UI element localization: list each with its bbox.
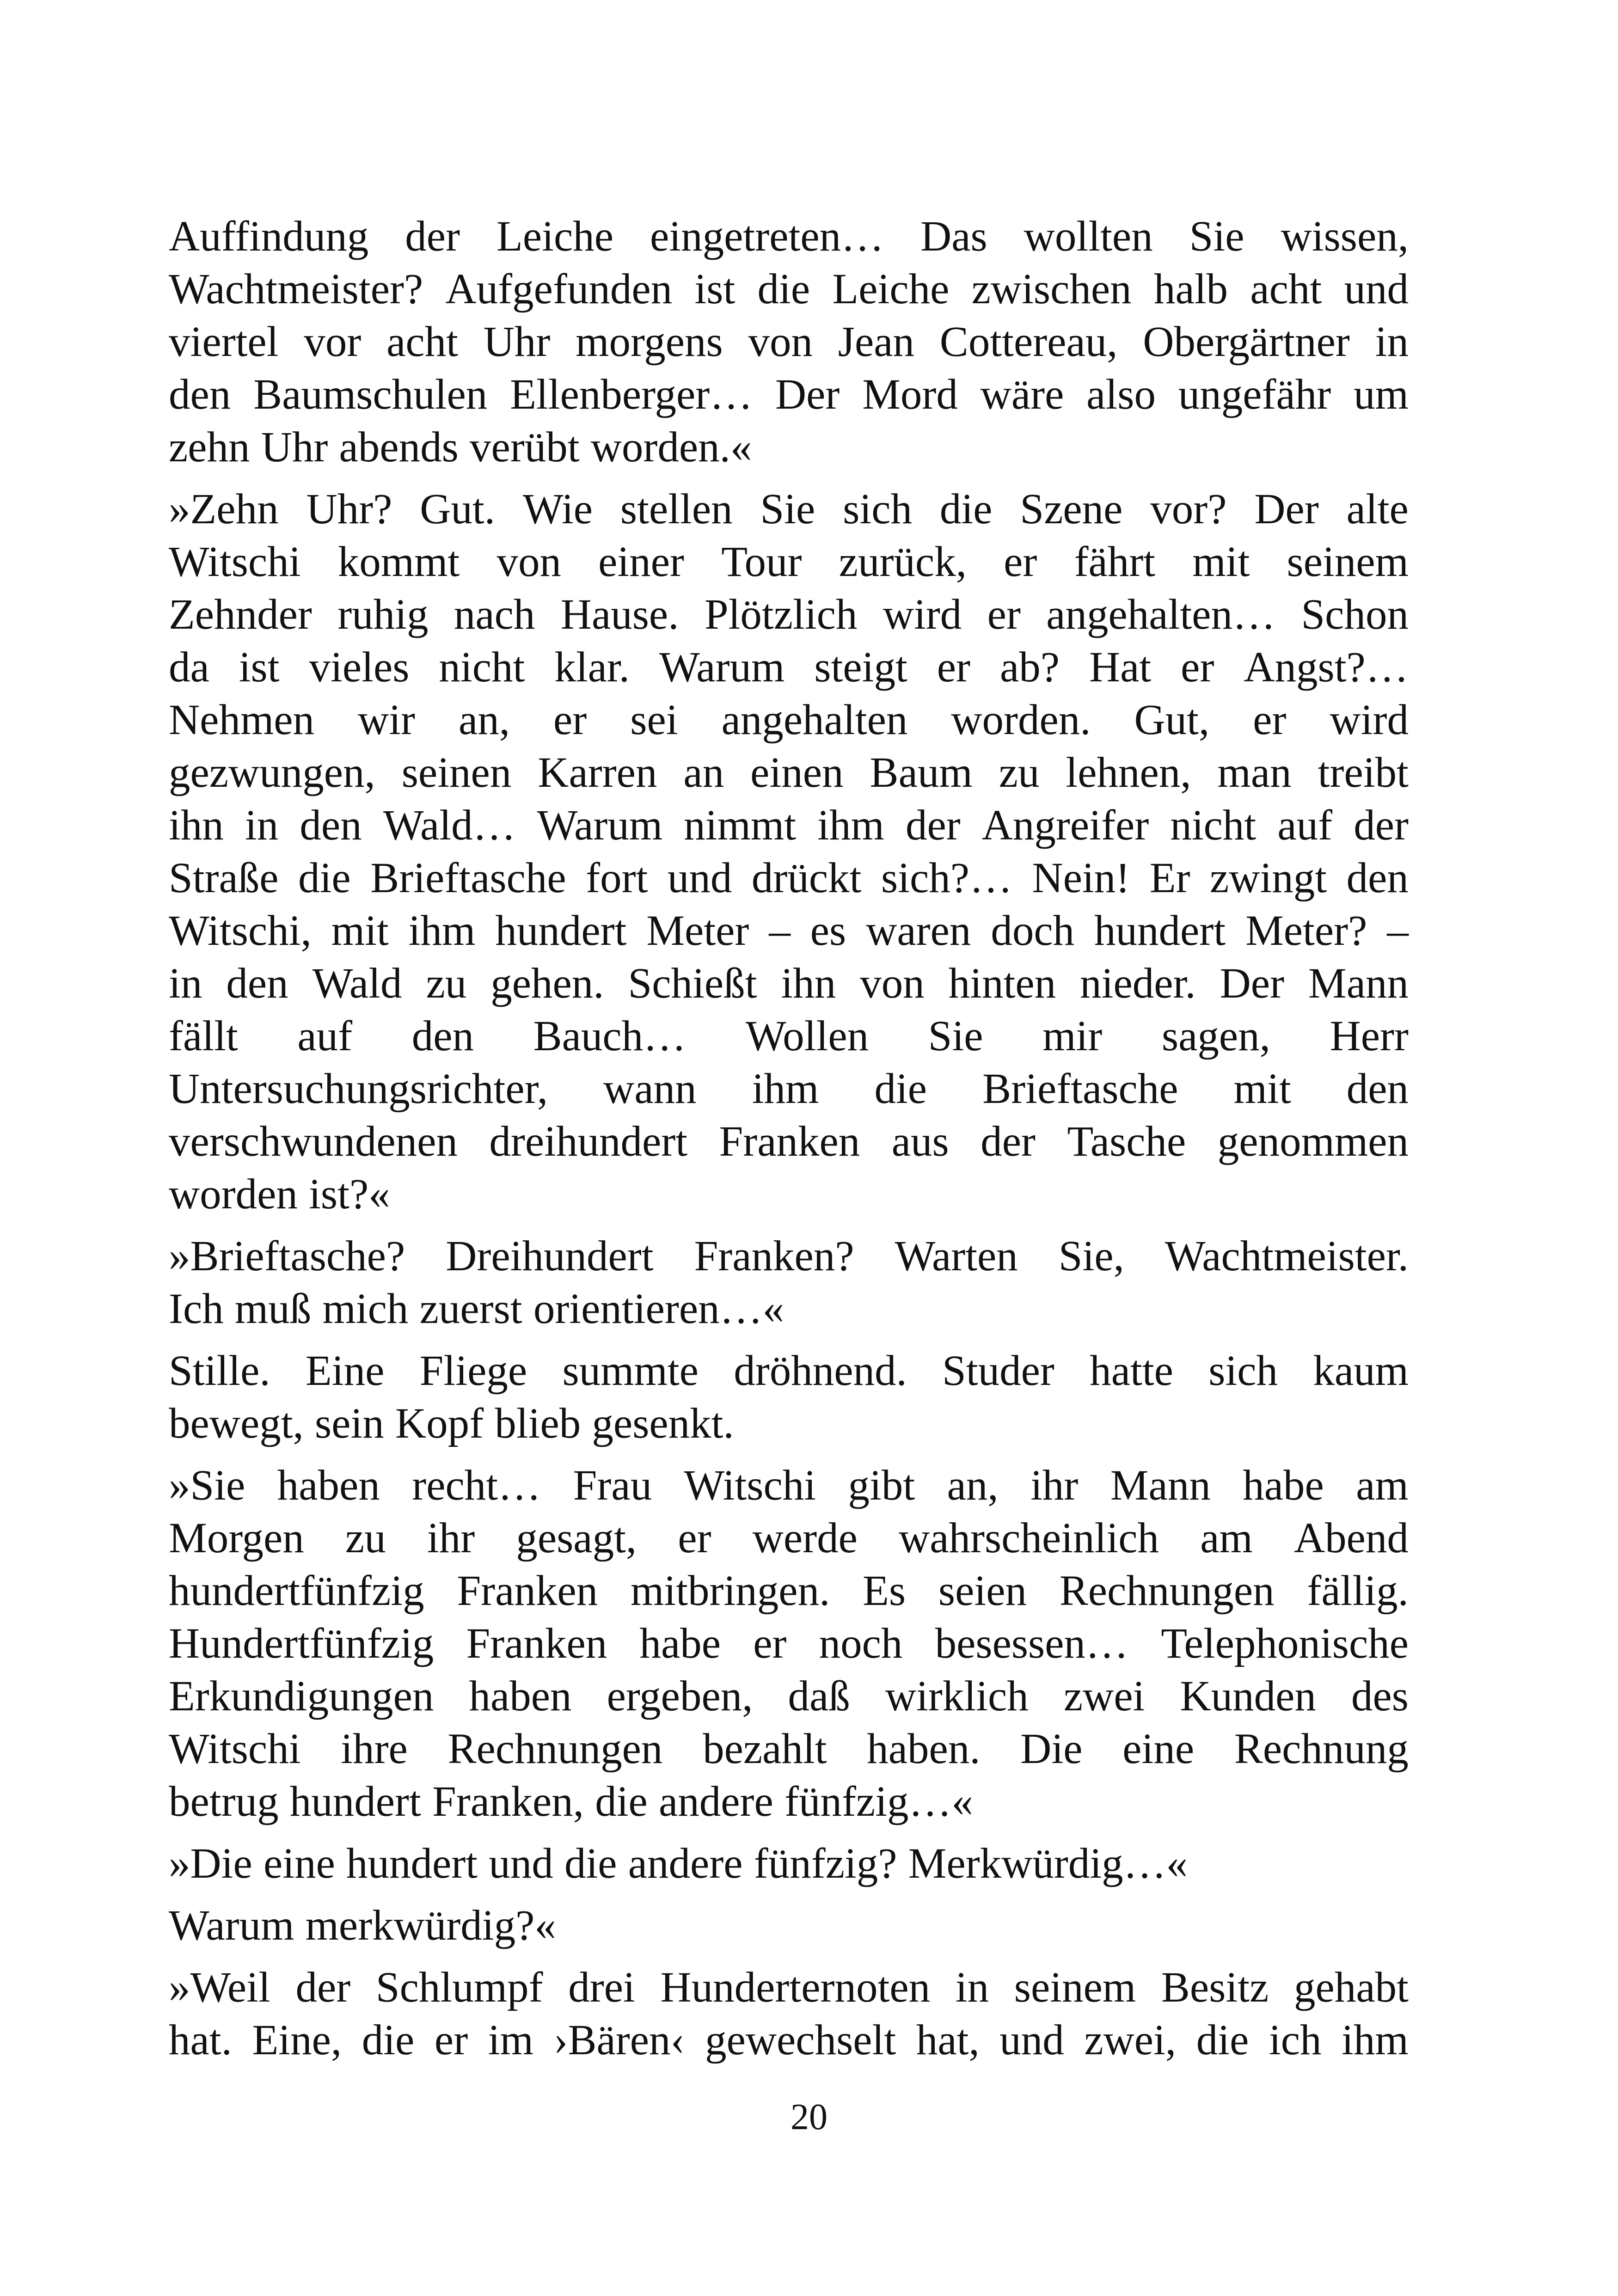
text-line: gezwungen, seinen Karren an einen Baum zu lehnen, man treibt xyxy=(169,749,1409,796)
text-line: den Baumschulen Ellenberger… Der Mord wäre also ungefähr um xyxy=(169,371,1409,418)
text-line: zehn Uhr abends verübt worden.« xyxy=(169,423,752,471)
text-line: Untersuchungsrichter, wann ihm die Brieftasche mit den xyxy=(169,1065,1409,1113)
text-line: hat. Eine, die er im ›Bären‹ gewechselt hat, und zwei, die ich ihm xyxy=(169,2016,1409,2064)
text-line: Wachtmeister? Aufgefunden ist die Leiche zwischen halb acht und xyxy=(169,265,1409,313)
text-line: Witschi, mit ihm hundert Meter – es waren doch hundert Meter? – xyxy=(169,907,1409,955)
text-line: Stille. Eine Fliege summte dröhnend. Studer hatte sich kaum xyxy=(169,1347,1409,1395)
body-text xyxy=(169,210,1409,2076)
paragraph xyxy=(169,1459,1409,1828)
text-line: Zehnder ruhig nach Hause. Plötzlich wird er angehalten… Schon xyxy=(169,591,1409,638)
text-line: worden ist?« xyxy=(169,1170,390,1218)
text-line: Straße die Brieftasche fort und drückt sich?… Nein! Er zwingt den xyxy=(169,854,1409,902)
text-line: betrug hundert Franken, die andere fünfzig…« xyxy=(169,1778,974,1825)
text-line: »Zehn Uhr? Gut. Wie stellen Sie sich die Szene vor? Der alte xyxy=(169,485,1409,533)
text-line: ihn in den Wald… Warum nimmt ihm der Angreifer nicht auf der xyxy=(169,802,1409,849)
text-line: Ich muß mich zuerst orientieren…« xyxy=(169,1285,784,1333)
text-line: »Sie haben recht… Frau Witschi gibt an, ihr Mann habe am xyxy=(169,1462,1409,1509)
paragraph xyxy=(169,1899,1409,1952)
text-line: Witschi kommt von einer Tour zurück, er fährt mit seinem xyxy=(169,538,1409,586)
text-line: Hundertfünfzig Franken habe er noch besessen… Telephonische xyxy=(169,1620,1409,1667)
text-line: Witschi ihre Rechnungen bezahlt haben. Die eine Rechnung xyxy=(169,1725,1409,1773)
text-line: da ist vieles nicht klar. Warum steigt er ab? Hat er Angst?… xyxy=(169,643,1409,691)
paragraph xyxy=(169,1961,1409,2067)
text-line: bewegt, sein Kopf blieb gesenkt. xyxy=(169,1400,734,1447)
text-line: fällt auf den Bauch… Wollen Sie mir sagen, Herr xyxy=(169,1012,1409,1060)
text-line: hundertfünfzig Franken mitbringen. Es seien Rechnungen fällig. xyxy=(169,1567,1409,1615)
paragraph xyxy=(169,210,1409,474)
paragraph xyxy=(169,1230,1409,1335)
text-line: Auffindung der Leiche eingetreten… Das wollten Sie wissen, xyxy=(169,213,1409,260)
text-line: »Brieftasche? Dreihundert Franken? Warten Sie, Wachtmeister. xyxy=(169,1232,1409,1280)
text-line: »Die eine hundert und die andere fünfzig? Merkwürdig…« xyxy=(169,1840,1188,1887)
text-line: Erkundigungen haben ergeben, daß wirklich zwei Kunden des xyxy=(169,1672,1409,1720)
text-line: viertel vor acht Uhr morgens von Jean Cottereau, Obergärtner in xyxy=(169,318,1409,366)
paragraph xyxy=(169,1837,1409,1890)
text-line: Morgen zu ihr gesagt, er werde wahrscheinlich am Abend xyxy=(169,1514,1409,1562)
text-line: Nehmen wir an, er sei angehalten worden. Gut, er wird xyxy=(169,696,1409,744)
text-line: Warum merkwürdig?« xyxy=(169,1902,556,1949)
paragraph xyxy=(169,483,1409,1221)
text-line: »Weil der Schlumpf drei Hunderternoten in seinem Besitz gehabt xyxy=(169,1964,1409,2011)
text-line: in den Wald zu gehen. Schießt ihn von hinten nieder. Der Mann xyxy=(169,960,1409,1007)
page-number: 20 xyxy=(791,2097,827,2137)
text-line: verschwundenen dreihundert Franken aus der Tasche genommen xyxy=(169,1118,1409,1165)
paragraph xyxy=(169,1345,1409,1450)
